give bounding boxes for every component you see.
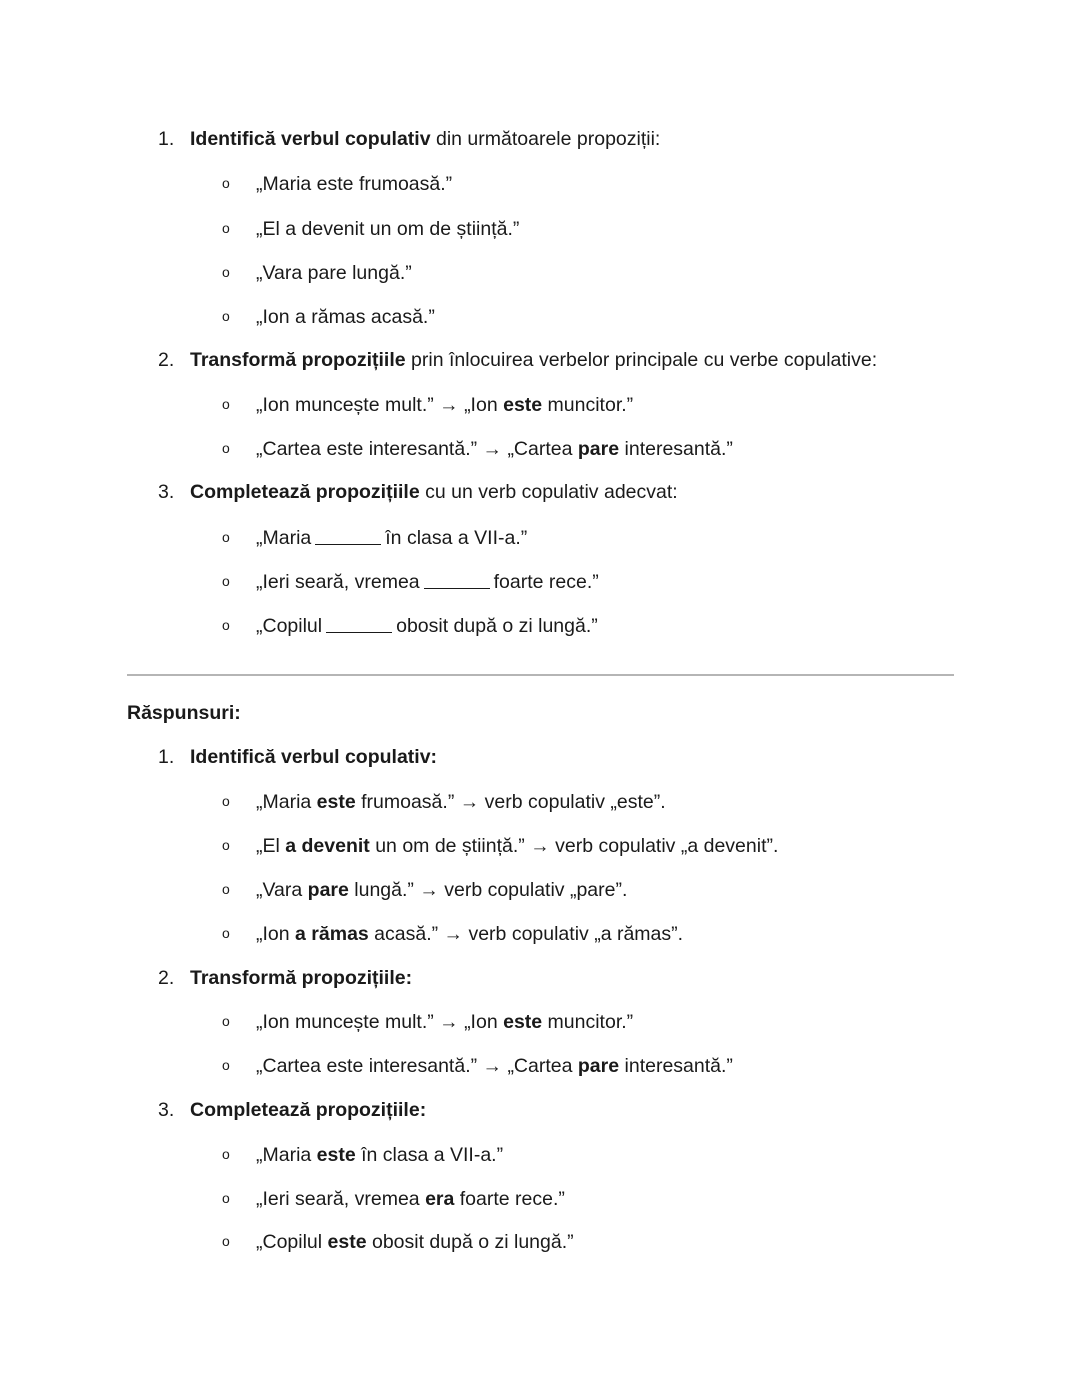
exercise-title-rest: cu un verb copulativ adecvat: <box>419 481 678 503</box>
item-text: „Maria <box>256 1144 317 1166</box>
item-text: lungă.” → verb copulativ „pare”. <box>348 879 628 901</box>
list-item <box>222 615 598 638</box>
answer-number: 2. <box>158 967 175 989</box>
item-text: muncitor.” <box>542 394 634 416</box>
item-text: „Cartea este interesantă.” → „Cartea <box>256 1055 578 1077</box>
exercise-title-bold: Completează propozițiile <box>190 481 420 503</box>
list-item <box>222 1231 574 1254</box>
item-bold: pare <box>307 879 349 901</box>
answer-title: Completează propozițiile: <box>190 1099 427 1121</box>
fill-blank <box>424 574 490 589</box>
bullet-icon: o <box>222 175 230 191</box>
list-item <box>222 571 599 594</box>
exercise-2-heading <box>158 349 877 372</box>
answer-title: Transformă propozițiile: <box>190 967 413 989</box>
item-text: „Ion <box>256 923 296 945</box>
list-item <box>222 923 683 946</box>
list-item <box>222 791 666 814</box>
item-bold: este <box>316 791 356 813</box>
answers-title: Răspunsuri: <box>127 702 241 724</box>
item-text: „Maria este frumoasă.” <box>256 173 453 195</box>
fill-blank <box>326 618 392 633</box>
list-item <box>222 1144 503 1167</box>
bullet-icon: o <box>222 1190 230 1206</box>
item-bold: este <box>316 1144 356 1166</box>
exercise-number: 2. <box>158 349 175 371</box>
item-text: „Copilul <box>256 1231 328 1253</box>
exercise-number: 3. <box>158 481 175 503</box>
bullet-icon: o <box>222 1013 230 1029</box>
exercise-number: 1. <box>158 128 175 150</box>
bullet-icon: o <box>222 837 230 853</box>
bullet-icon: o <box>222 264 230 280</box>
item-text: acasă.” → verb copulativ „a rămas”. <box>368 923 684 945</box>
exercise-title-bold: Transformă propozițiile <box>190 349 406 371</box>
item-text: „Ion muncește mult.” → „Ion <box>256 1011 504 1033</box>
bullet-icon: o <box>222 1233 230 1249</box>
exercise-3-heading <box>158 481 678 504</box>
item-text: în clasa a VII-a.” <box>385 527 528 549</box>
list-item <box>222 879 627 902</box>
exercise-title-rest: din următoarele propoziții: <box>430 128 661 150</box>
list-item <box>222 1188 565 1211</box>
item-bold: pare <box>577 1055 620 1077</box>
item-bold: este <box>503 1011 543 1033</box>
bullet-icon: o <box>222 220 230 236</box>
bullet-icon: o <box>222 308 230 324</box>
bullet-icon: o <box>222 1146 230 1162</box>
list-item <box>222 173 452 196</box>
list-item <box>222 438 733 461</box>
answer-1-heading <box>158 746 437 769</box>
bullet-icon: o <box>222 617 230 633</box>
item-text: muncitor.” <box>542 1011 634 1033</box>
exercise-title-bold: Identifică verbul copulativ <box>190 128 431 150</box>
list-item <box>222 527 527 550</box>
list-item <box>222 394 633 417</box>
item-text: „Vara pare lungă.” <box>256 262 412 284</box>
item-text: foarte rece.” <box>493 571 599 593</box>
bullet-icon: o <box>222 925 230 941</box>
item-text: interesantă.” <box>619 438 733 460</box>
list-item <box>222 835 778 858</box>
answer-3-heading <box>158 1099 426 1122</box>
item-text: „Maria <box>256 791 317 813</box>
item-text: un om de știință.” → verb copulativ „a devenit”. <box>369 835 779 857</box>
list-item <box>222 218 519 241</box>
bullet-icon: o <box>222 1057 230 1073</box>
item-text: „Cartea este interesantă.” → „Cartea <box>256 438 578 460</box>
bullet-icon: o <box>222 529 230 545</box>
bullet-icon: o <box>222 881 230 897</box>
item-text: „El a devenit un om de știință.” <box>256 218 520 240</box>
item-text: foarte rece.” <box>454 1188 565 1210</box>
item-text: „Maria <box>256 527 312 549</box>
item-bold: pare <box>577 438 620 460</box>
item-text: „Vara <box>256 879 308 901</box>
item-text: în clasa a VII-a.” <box>355 1144 504 1166</box>
answer-2-heading <box>158 967 412 990</box>
item-bold: este <box>503 394 543 416</box>
list-item <box>222 262 412 285</box>
section-divider <box>127 674 954 676</box>
bullet-icon: o <box>222 440 230 456</box>
answer-title: Identifică verbul copulativ: <box>190 746 438 768</box>
item-bold: a devenit <box>285 835 370 857</box>
item-text: obosit după o zi lungă.” <box>366 1231 574 1253</box>
item-bold: era <box>425 1188 455 1210</box>
list-item <box>222 1011 633 1034</box>
item-text: „Copilul <box>256 615 323 637</box>
item-text: „El <box>256 835 286 857</box>
item-bold: este <box>327 1231 367 1253</box>
answer-number: 1. <box>158 746 175 768</box>
list-item <box>222 306 435 329</box>
item-bold: a rămas <box>295 923 369 945</box>
bullet-icon: o <box>222 396 230 412</box>
exercise-1-heading <box>158 128 660 151</box>
item-text: frumoasă.” → verb copulativ „este”. <box>355 791 666 813</box>
item-text: obosit după o zi lungă.” <box>396 615 598 637</box>
answer-number: 3. <box>158 1099 175 1121</box>
exercise-title-rest: prin înlocuirea verbelor principale cu verbe copulative: <box>405 349 878 371</box>
item-text: interesantă.” <box>619 1055 733 1077</box>
item-text: „Ieri seară, vremea <box>256 1188 426 1210</box>
bullet-icon: o <box>222 573 230 589</box>
list-item <box>222 1055 733 1078</box>
item-text: „Ion a rămas acasă.” <box>256 306 435 328</box>
item-text: „Ieri seară, vremea <box>256 571 420 593</box>
fill-blank <box>315 530 381 545</box>
bullet-icon: o <box>222 793 230 809</box>
item-text: „Ion muncește mult.” → „Ion <box>256 394 504 416</box>
